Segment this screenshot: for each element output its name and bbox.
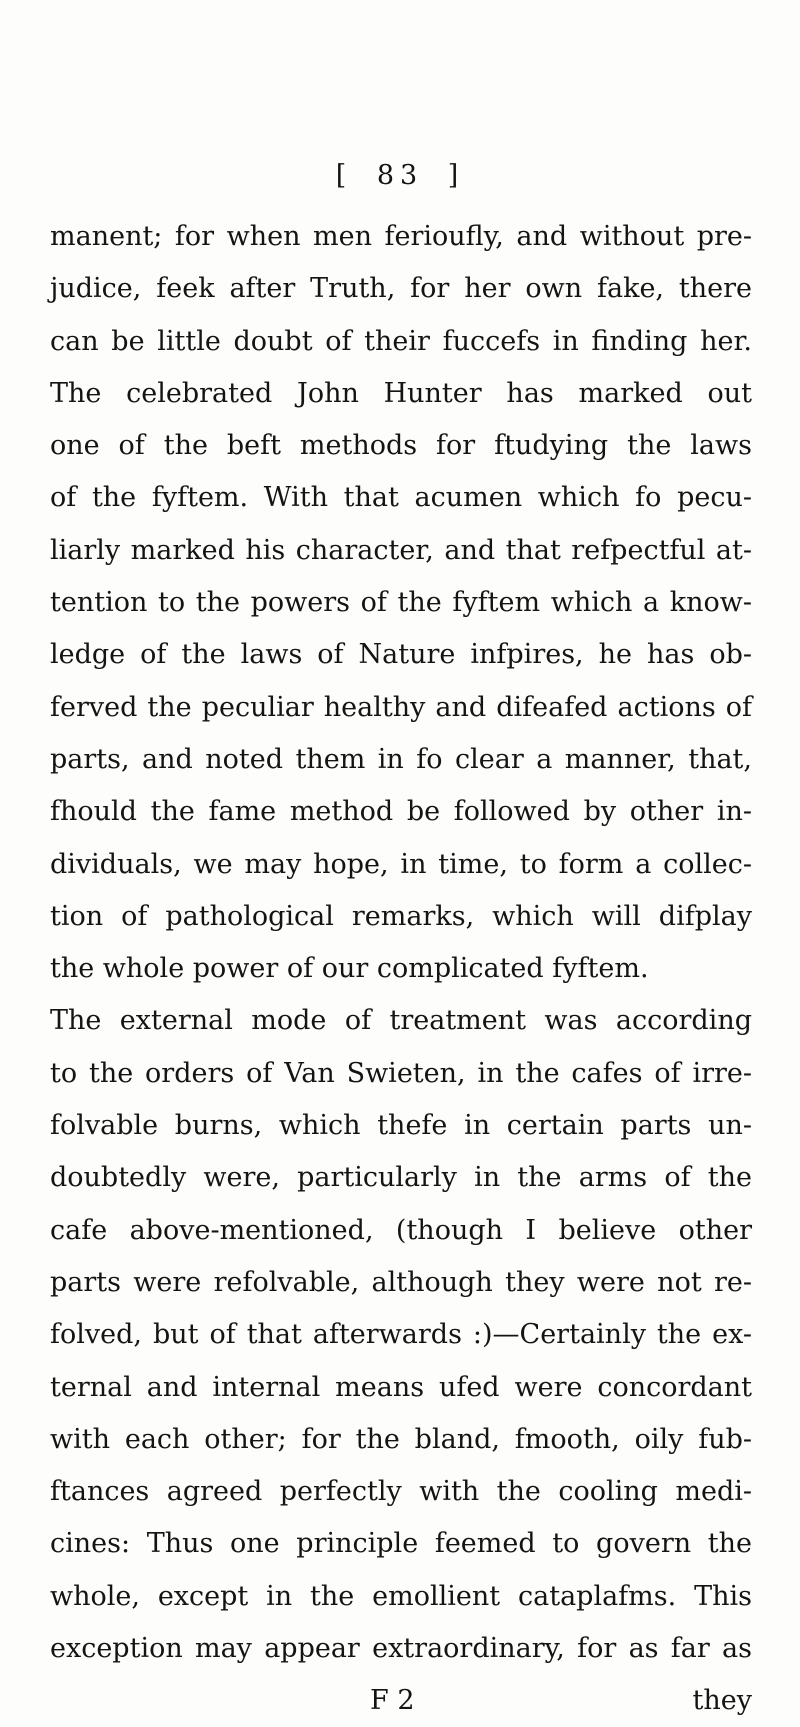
text-line: parts, and noted them in fo clear a manner, that, — [50, 743, 752, 775]
text-line: folved, but of that afterwards :)—Certainly the ex- — [50, 1319, 752, 1351]
text-line: The external mode of treatment was according — [50, 1005, 752, 1037]
text-line: to the orders of Van Swieten, in the cafes of irre- — [50, 1057, 752, 1089]
text-line: fhould the fame method be followed by other in- — [50, 796, 752, 828]
text-line: with each other; for the bland, fmooth, oily fub- — [50, 1423, 752, 1455]
body-text — [50, 211, 752, 1727]
text-line: ferved the peculiar healthy and difeafed actions of — [50, 691, 752, 723]
text-line: manent; for when men ferioufly, and without pre- — [50, 221, 752, 252]
text-line: ftances agreed perfectly with the cooling medi- — [50, 1476, 752, 1508]
text-line: the whole power of our complicated fyftem. — [50, 953, 649, 985]
text-line: ledge of the laws of Nature infpires, he has ob- — [50, 639, 752, 671]
text-line: of the fyftem. With that acumen which fo pecu- — [50, 482, 752, 514]
text-line: folvable burns, which thefe in certain parts un- — [50, 1110, 752, 1142]
text-line: dividuals, we may hope, in time, to form a collec- — [50, 848, 752, 880]
text-line: whole, except in the emollient cataplafms. This — [50, 1580, 752, 1612]
text-line: doubtedly were, particularly in the arms of the — [50, 1162, 752, 1194]
signature-mark: F 2 — [370, 1685, 415, 1717]
text-line: exception may appear extraordinary, for as far as — [50, 1633, 752, 1665]
text-line: can be little doubt of their fuccefs in finding her. — [50, 325, 752, 357]
catchword: they — [692, 1685, 752, 1717]
text-line: cafe above-mentioned, (though I believe other — [50, 1214, 752, 1246]
text-line: tention to the powers of the fyftem which a know- — [50, 587, 752, 619]
text-line: cines: Thus one principle feemed to govern the — [50, 1528, 752, 1560]
page-footer — [0, 1675, 800, 1727]
text-line: tion of pathological remarks, which will difplay — [50, 900, 752, 932]
page-number: [ 83 ] — [335, 160, 465, 191]
text-line: liarly marked his character, and that refpectful at- — [50, 534, 752, 566]
text-line: one of the beft methods for ftudying the laws — [50, 430, 752, 462]
text-line: judice, feek after Truth, for her own fake, there — [50, 273, 752, 305]
text-line: The celebrated John Hunter has marked out — [50, 377, 752, 409]
text-line: ternal and internal means ufed were concordant — [50, 1371, 752, 1403]
text-line: parts were refolvable, although they were not re- — [50, 1266, 752, 1298]
